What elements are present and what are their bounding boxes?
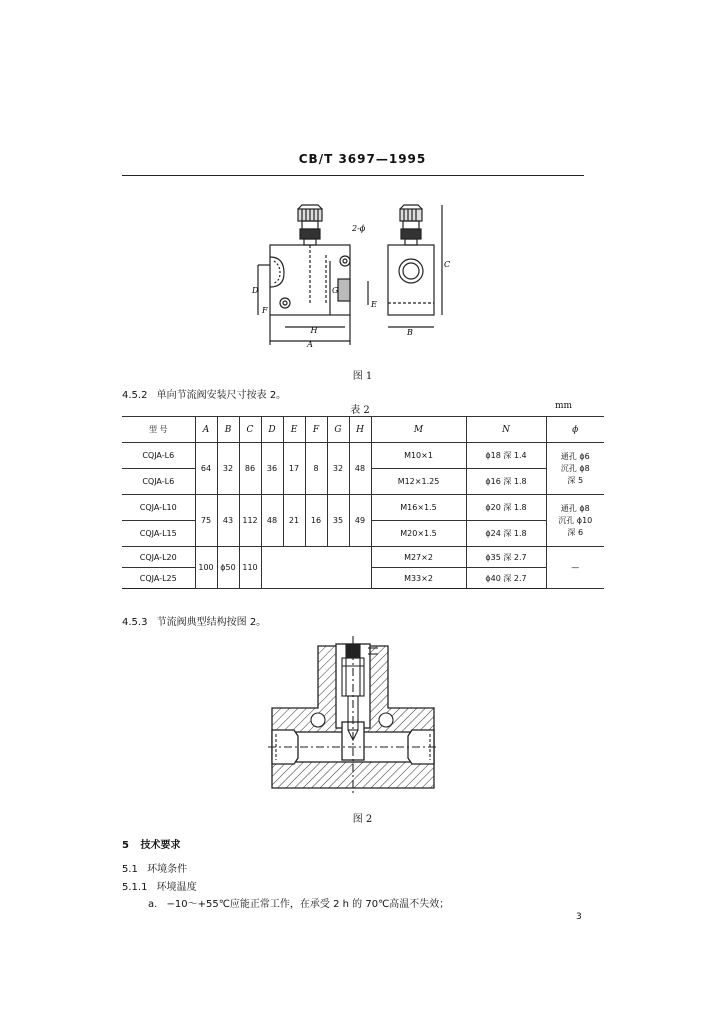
value-phi: —: [546, 547, 604, 589]
section-number: 4.5.3: [122, 617, 148, 628]
dim-label-2phi: 2-ϕ: [352, 224, 366, 233]
value-B: 43: [217, 495, 239, 547]
table-row: [122, 443, 604, 469]
model-cell: CQJA-L10: [122, 495, 195, 521]
value-M: M33×2: [371, 568, 466, 589]
phi-line: 沉孔 ϕ8: [560, 463, 590, 473]
value-M: M27×2: [371, 547, 466, 568]
section-title: 环境条件: [147, 864, 188, 875]
item-label: a.: [148, 899, 158, 910]
value-E: 17: [283, 443, 305, 495]
value-A: 75: [195, 495, 217, 547]
value-M: M20×1.5: [371, 521, 466, 547]
header-C: C: [239, 417, 261, 443]
value-D: 48: [261, 495, 283, 547]
header-rule: [122, 175, 584, 176]
value-N: ϕ20 深 1.8: [466, 495, 546, 521]
model-cell: CQJA-L25: [122, 568, 195, 589]
standard-number: CB/T 3697—1995: [298, 152, 427, 166]
value-N: ϕ16 深 1.8: [466, 469, 546, 495]
header-H: H: [349, 417, 371, 443]
figure-2-caption: 图 2: [352, 814, 373, 825]
value-E: 21: [283, 495, 305, 547]
dim-label-B: B: [407, 328, 413, 337]
value-B: 32: [217, 443, 239, 495]
value-M: M16×1.5: [371, 495, 466, 521]
section-5-1-1-heading: [122, 878, 197, 893]
header-M: M: [371, 417, 466, 443]
header-N: N: [466, 417, 546, 443]
value-N: ϕ24 深 1.8: [466, 521, 546, 547]
value-phi: [546, 495, 604, 547]
value-C: 112: [239, 495, 261, 547]
figure-1-caption: 图 1: [352, 371, 373, 382]
dim-label-D: D: [252, 286, 259, 295]
header-A: A: [195, 417, 217, 443]
section-5-1-heading: [122, 860, 187, 875]
dim-label-G: G: [332, 286, 339, 295]
section-number: 5: [122, 840, 129, 851]
model-cell: CQJA-L20: [122, 547, 195, 568]
table-row: [122, 547, 604, 568]
section-title: 环境温度: [156, 882, 197, 893]
section-number: 5.1: [122, 864, 138, 875]
value-B: ϕ50: [217, 547, 239, 589]
dim-label-A: A: [307, 340, 313, 349]
table-unit: mm: [555, 401, 573, 411]
dim-label-F: F: [262, 306, 268, 315]
header-F: F: [305, 417, 327, 443]
phi-line: 深 5: [567, 475, 584, 485]
dim-label-C: C: [444, 260, 450, 269]
model-cell: CQJA-L6: [122, 443, 195, 469]
header-E: E: [283, 417, 305, 443]
table-2: [122, 416, 604, 589]
value-M: M12×1.25: [371, 469, 466, 495]
value-F: 16: [305, 495, 327, 547]
model-cell: CQJA-L15: [122, 521, 195, 547]
header-B: B: [217, 417, 239, 443]
header-model: 型 号: [122, 417, 195, 443]
phi-line: 通孔 ϕ8: [560, 503, 590, 513]
figure-2-drawing: [268, 636, 438, 796]
section-text: 单向节流阀安装尺寸按表 2。: [156, 390, 287, 401]
value-N: ϕ35 深 2.7: [466, 547, 546, 568]
value-G: 35: [327, 495, 349, 547]
section-5-heading: [122, 836, 180, 851]
model-cell: CQJA-L6: [122, 469, 195, 495]
item-text: −10～+55℃应能正常工作，在承受 2 h 的 70℃高温不失效；: [166, 899, 450, 910]
value-F: 8: [305, 443, 327, 495]
section-text: 节流阀典型结构按图 2。: [156, 617, 267, 628]
figure-1-drawing: [240, 195, 450, 350]
list-item-a: [148, 895, 449, 910]
dim-label-E: E: [371, 300, 377, 309]
page-number: 3: [576, 912, 582, 922]
table-row: [122, 495, 604, 521]
header-phi: ϕ: [546, 417, 604, 443]
value-C: 110: [239, 547, 261, 589]
value-C: 86: [239, 443, 261, 495]
value-H: 49: [349, 495, 371, 547]
value-A: 100: [195, 547, 217, 589]
section-4-5-3: [122, 613, 266, 628]
header-G: G: [327, 417, 349, 443]
section-number: 4.5.2: [122, 390, 148, 401]
header-D: D: [261, 417, 283, 443]
empty-cell: [261, 547, 371, 589]
section-title: 技术要求: [140, 840, 181, 851]
phi-line: 深 6: [567, 527, 584, 537]
value-phi: [546, 443, 604, 495]
value-N: ϕ40 深 2.7: [466, 568, 546, 589]
dim-label-H: H: [310, 326, 318, 335]
phi-line: 通孔 ϕ6: [560, 451, 590, 461]
phi-line: 沉孔 ϕ10: [558, 515, 593, 525]
value-A: 64: [195, 443, 217, 495]
value-H: 48: [349, 443, 371, 495]
value-N: ϕ18 深 1.4: [466, 443, 546, 469]
section-number: 5.1.1: [122, 882, 148, 893]
value-M: M10×1: [371, 443, 466, 469]
value-D: 36: [261, 443, 283, 495]
section-4-5-2: [122, 386, 286, 401]
table-2-caption: 表 2: [350, 405, 370, 416]
value-G: 32: [327, 443, 349, 495]
